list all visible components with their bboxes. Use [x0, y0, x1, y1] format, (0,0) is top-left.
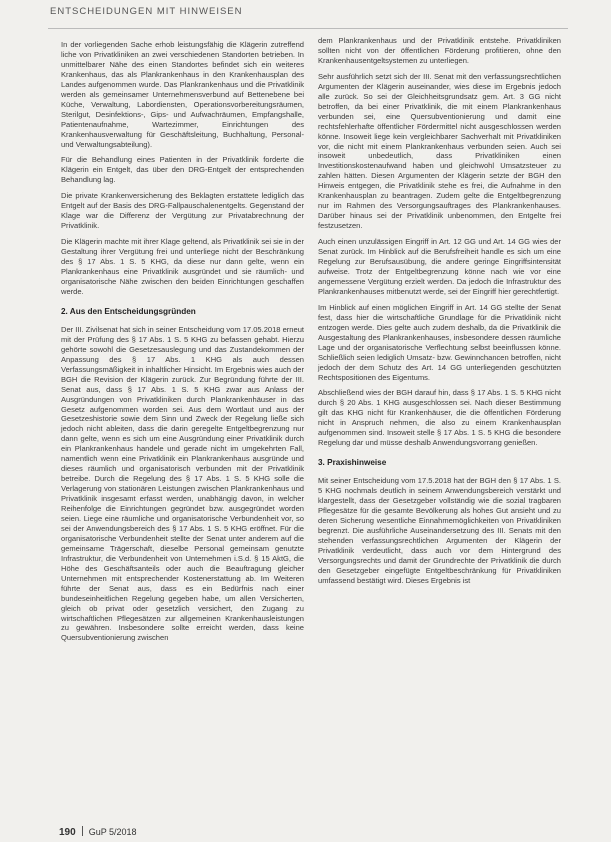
footer-separator — [82, 826, 83, 836]
section-heading: 2. Aus den Entscheidungsgründen — [61, 306, 196, 316]
paragraph: Im Hinblick auf einen möglichen Eingriff in Art. 14 GG stellte der Senat fest, dass hier die wirtschaftliche Grundlage für die Privatklinik nicht entzogen werde. Dies gelte auch zudem deshalb, da die Privatklinik die Ausgestaltung des Plankrankenhauses, insbesondere dessen räumliche Lage und der organisatorische Verflechtung selbst beeinflussen könne. Schließlich seien lediglich Umsatz- bzw. Gewinnchancen betroffen, nicht jedoch der dem Schutz des Art. 14 GG unterliegenden geschützten Rechtspositionen des Eigentums. — [318, 302, 561, 382]
paragraph: Mit seiner Entscheidung vom 17.5.2018 hat der BGH den § 17 Abs. 1 S. 5 KHG nochmals deutlich in seinem Anwendungsbereich verstärkt und klargestellt, dass der Gesetzgeber vollständig wie die sozial tragbaren Pflegesätze für die gesamte Bevölkerung als hohes Gut ansieht und zu deren Sicherung wesentliche Einnahmemöglichkeiten von Privatkliniken begrenzt. Die ausführliche Auseinandersetzung des III. Senats mit den stehenden verfassungsrechtlichen Argumenten der Klägerin der Privatklinik verdeutlicht, dass auch vor dem Hintergrund des Versorgungsrechts und damit der Grundrechte der Privatklinik die durch den Gesetzgeber eingefügte Entgeltbeschränkung für Privatkliniken umfassend bestätigt wird. Dieses Ergebnis ist — [318, 476, 561, 585]
header-rule — [48, 28, 568, 29]
paragraph: Auch einen unzulässigen Eingriff in Art. 12 GG und Art. 14 GG wies der Senat zurück. Im Hinblick auf die Berufsfreiheit handle es sich um eine Regelung zur Berufsausübung, die andere geringe Eingriffsintensität aufweise. Trotz der Entgeltbegrenzung könne nach wie vor eine angemessene Vergütung erzielt werden. Da jedoch die Infrastruktur des Plankrankenhauses mitbenutzt werde, sei der Eingriff hier gerechtfertigt. — [318, 237, 561, 296]
paragraph: Abschließend wies der BGH darauf hin, dass § 17 Abs. 1 S. 5 KHG nicht durch § 20 Abs. 1 KHG ausgeschlossen sei. Nach dieser Bestimmung gilt das KHG nicht für Krankenhäuser, die die öffentlichen Förderung nicht in Anspruch nehmen, die also zu einem Krankenhausplan aufgenommen sind. Insoweit stelle § 17 Abs. 1 S. 5 KHG die besondere Regelung dar und müsse deshalb Anwendungsvorrang genießen. — [318, 388, 561, 448]
left-column — [61, 40, 304, 649]
journal-issue: GuP 5/2018 — [88, 827, 137, 837]
running-header: ENTSCHEIDUNGEN MIT HINWEISEN — [50, 6, 243, 17]
paragraph: Die Klägerin machte mit ihrer Klage geltend, als Privatklinik sei sie in der Gestaltung ihrer Vergütung frei und unterliege nicht der Beschränkung des § 17 Abs. 1 S. 5 KHG, da diese nur dann gelte, wenn ein Plankrankenhaus eine Privatklinik ausgründet und sie räumlich- und organisatorische Nähe zwischen den beiden Einrichtungen geschaffen werde. — [61, 237, 304, 296]
right-column — [318, 36, 561, 592]
paragraph: Sehr ausführlich setzt sich der III. Senat mit den verfassungsrechtlichen Argumenten der Klägerin auseinander, wies diese im Ergebnis jedoch alle zurück. So sei der Gleichheitsgrundsatz gem. Art. 3 GG nicht betroffen, da bei einer Privatklinik, die mit einem Plankrankenhaus verbunden sei, eine Quersubventionierung und damit eine rechtsfehlerhafte öffentlicher Fördermittel nicht ausgeschlossen werden könne. Insoweit liege kein vergleichbarer Sachverhalt mit Privatkliniken vor, die nicht mit einem Plankrankenhaus verbunden seien. Auch sei insoweit unbedeutlich, dass Privatkliniken einen Investitionskostenaufwand haben und gleichwohl Umsatzsteuer zu zahlen hätten. Diesen Argumenten der Klägerin setzte der BGH den Hinweis entgegen, die Privatklinik stehe es frei, die Aufnahme in den Krankenhausplan zu beantragen. Zudem gelte die Entgeltbegrenzung nur im Rahmen des Versorgungsauftrages des Plankrankenhauses. Darüber hinaus sei der Privatklinik unbenommen, den Entgelte frei festzusetzen. — [318, 71, 561, 231]
paragraph: Die private Krankenversicherung des Beklagten erstattete lediglich das Entgelt auf der Basis des DRG-Fallpauschalenentgelts. Gegenstand der Klage war die Differenz der Vergütung zur Privatabrechnung der Privatklinik. — [61, 191, 304, 231]
paragraph: Für die Behandlung eines Patienten in der Privatklinik forderte die Klägerin ein Entgelt, das über den DRG-Entgelt der entsprechenden Behandlung lag. — [61, 155, 304, 185]
paragraph: Der III. Zivilsenat hat sich in seiner Entscheidung vom 17.05.2018 erneut mit der Prüfung des § 17 Abs. 1 S. 5 KHG zu befassen gehabt. Hierzu gehörte sowohl die Gesetzesauslegung und das Zustandekommen der Anpassung des § 17 Abs. 1 KHG als auch dessen Verfassungsmäßigkeit in inhaltlicher Hinsicht. Im Ergebnis wies auch der BGH die Revision der Klägerin zurück. Zur Begründung führte der III. Senat aus, dass § 17 Abs. 1 S. 5 KHG zwar aus Anlass der Ausgründungen von Privatkliniken durch Plankrankenhäuser in das Gesetz aufgenommen worden sei. Aus dem Wortlaut und aus der Gesetzeshistorie sowie dem Sinn und Zweck der Regelung ließe sich jedoch nicht ableiten, dass die darin geregelte Entgeltbegrenzung nur dann gelte, wenn es sich um eine Ausgründung einer Privatklinik durch ein Plankrankenhaus handele und gerade nicht im umgekehrten Fall, namentlich wenn eine Privatklinik ein Plankrankenhaus ausgründe und dieses räumlich und organisatorisch verbunden mit der Privatklinik betreibe. Durch die Regelung des § 17 Abs. 1 S. 5 KHG solle die Verlagerung von stationären Leistungen zwischen Plankrankenhaus und Privatklinik insgesamt erfasst werden, unabhängig davon, in welcher Reihenfolge die Einrichtungen gegründet bzw. ausgegründet worden seien. Liege eine räumliche und organisatorische Verbundenheit vor, so sei der Anwendungsbereich des § 17 Abs. 1 S. 5 KHG eröffnet. Für die organisatorische Verbundenheit stellte der Senat unter anderem auf die gemeinsame Trägerschaft, dieselbe Personal gemeinsam genutzte Infrastruktur, die Verbundenheit von Unternehmen i.S.d. § 15 AktG, die Höhe des Geschäftsanteils oder auch die Beauftragung gleicher Unternehmen mit entsprechender Kostenerstattung ab. Im Weiteren führte der Senat aus, dass es ein Bedürfnis nach einer bundeseinheitlichen Regelung gegeben habe, um allen Versicherten, gleich ob privat oder gesetzlich versichert, den Zugang zu wirtschaftlichen Pflegesätzen zur allgemeinen Krankenhausleistungen zu gewähren. Insbesondere sollte erreicht werden, dass keine Quersubventionierung zwischen — [61, 324, 304, 643]
page-footer — [59, 826, 137, 838]
paragraph: dem Plankrankenhaus und der Privatklinik entstehe. Privatkliniken sollten nicht von der öffentlichen Förderung profitieren, ohne den Krankenhausentgeltsystemen zu unterliegen. — [318, 36, 561, 65]
paragraph: In der vorliegenden Sache erhob leistungsfähig die Klägerin zutreffend liche von Privatkliniken an zwei verschiedenen Standorten betrieben. In unmittelbarer Nähe des einen Standortes befindet sich ein weiteres Krankenhaus, das als Plankrankenhaus in den Krankenhausplan des Landes aufgenommen wurde. Das Plankrankenhaus und die Privatklinik werden als gemeinsamer Unternehmensverbund auf Bettenebene bei Küche, Verwaltung, Labordiensten, Operationsvorbereitungsräumen, Sterilgut, Desinfektions-, Gips- und Aufwachräumen, Empfangshalle, Patientenaufnahme, Wartezimmer, Einrichtungen des Krankenhausverwaltung für Geschäftsleitung, Buchhaltung, Personal- und Verwaltungsabteilung). — [61, 40, 304, 149]
section-heading: 3. Praxishinweise — [318, 458, 387, 468]
page-number: 190 — [59, 827, 76, 838]
